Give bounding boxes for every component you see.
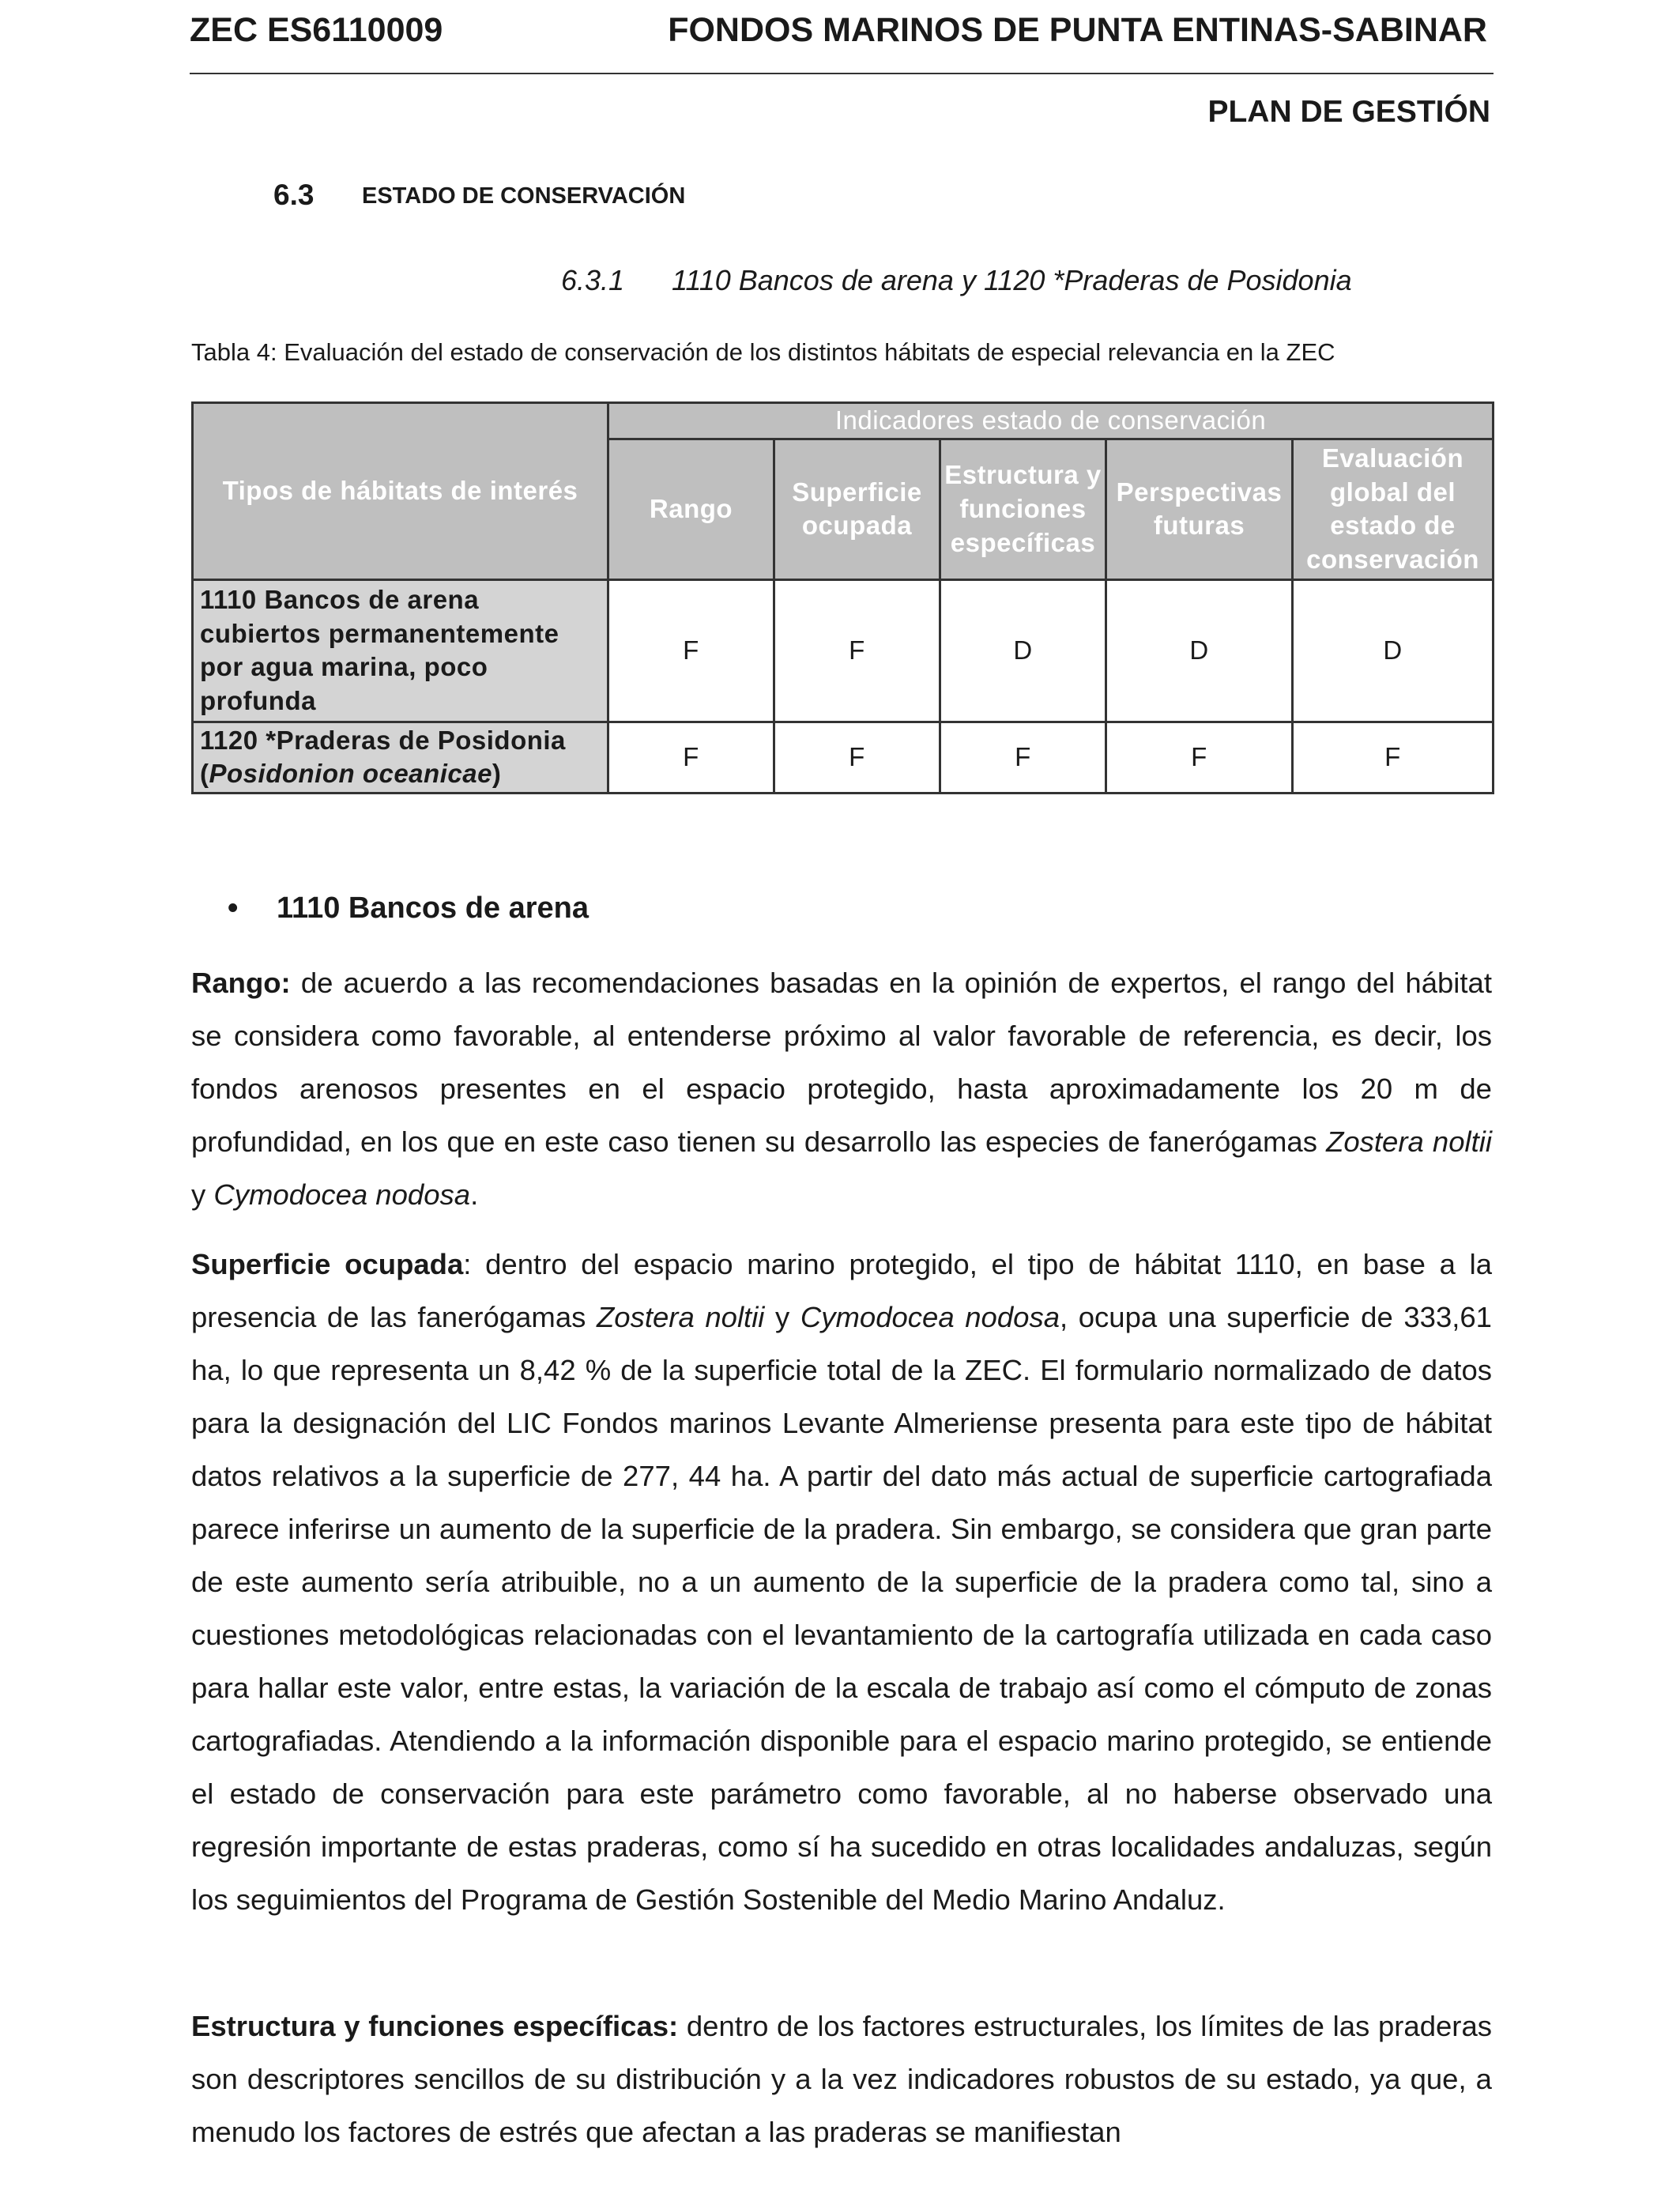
table-caption: Tabla 4: Evaluación del estado de conservación de los distintos hábitats de especial relevancia en la ZEC xyxy=(191,338,1335,366)
value-cell: D xyxy=(1106,579,1293,722)
table-row xyxy=(193,722,1494,793)
paragraph-superficie xyxy=(191,1238,1492,1926)
section-title: ESTADO DE CONSERVACIÓN xyxy=(362,183,686,209)
habitat-latin-name: Posidonion oceanicae xyxy=(209,759,492,789)
column-header: Rango xyxy=(608,439,774,579)
table-row xyxy=(193,579,1494,722)
bullet-heading xyxy=(228,892,590,925)
conservation-table xyxy=(191,401,1494,794)
paragraph-text: , ocupa una superficie de 333,61 ha, lo que representa un 8,42 % de la superficie total de la ZEC. El formulario normalizado de datos para la designación del LIC Fondos marinos Levante Almeriense presenta para este tipo de hábitat datos relativos a la superficie de 277, 44 ha. A partir del dato más actual de superficie cartografiada parece inferirse un aumento de la superficie de la pradera. Sin embargo, se considera que gran parte de este aumento sería atribuible, no a un aumento de la superficie de la pradera como tal, sino a cuestiones metodológicas relacionadas con el levantamiento de la cartografía utilizada en cada caso para hallar este valor, entre estas, la variación de la escala de trabajo así como el cómputo de zonas cartografiadas. Atendiendo a la información disponible para el espacio marino protegido, se entiende el estado de conservación para este parámetro como favorable, al no haberse observado una regresión importante de estas praderas, como sí ha sucedido en otras localidades andaluzas, según los seguimientos del Programa de Gestión Sostenible del Medio Marino Andaluz. xyxy=(191,1301,1492,1916)
column-header: Superficie ocupada xyxy=(774,439,940,579)
conjunction: y xyxy=(764,1301,800,1333)
document-code: ZEC ES6110009 xyxy=(190,11,443,49)
paragraph-rango xyxy=(191,956,1492,1221)
habitat-text: 1120 *Praderas de Posidonia ( xyxy=(200,725,566,789)
conjunction: y xyxy=(191,1178,214,1211)
habitat-cell: 1110 Bancos de arena cubiertos permanentemente por agua marina, poco profunda xyxy=(193,579,608,722)
paragraph-text: : dentro del espacio marino protegido, el tipo de hábitat 1110, en base a la presencia de las fanerógamas xyxy=(191,1248,1492,1333)
page-header xyxy=(190,11,1494,74)
column-header: Perspectivas futuras xyxy=(1106,439,1293,579)
plan-label: PLAN DE GESTIÓN xyxy=(1207,95,1490,129)
species-name: Zostera noltii xyxy=(597,1301,765,1333)
subsection-number: 6.3.1 xyxy=(561,264,625,296)
paragraph-text: dentro de los factores estructurales, los límites de las praderas son descriptores sencillos de su distribución y a la vez indicadores robustos de su estado, ya que, a menudo los factores de estrés que afectan a las praderas se manifiestan xyxy=(191,2010,1492,2148)
species-name: Zostera noltii xyxy=(1326,1125,1492,1158)
value-cell: F xyxy=(1106,722,1293,793)
value-cell: F xyxy=(1293,722,1494,793)
species-name: Cymodocea nodosa xyxy=(800,1301,1060,1333)
column-header: Evaluación global del estado de conservación xyxy=(1293,439,1494,579)
habitat-cell xyxy=(193,722,608,793)
habitat-header: Tipos de hábitats de interés xyxy=(193,403,608,580)
value-cell: F xyxy=(608,722,774,793)
value-cell: D xyxy=(1293,579,1494,722)
paragraph-estructura xyxy=(191,2000,1492,2158)
value-cell: F xyxy=(774,722,940,793)
paragraph-label: Superficie ocupada xyxy=(191,1248,464,1280)
section-number: 6.3 xyxy=(273,179,315,211)
paragraph-end: . xyxy=(470,1178,479,1211)
value-cell: D xyxy=(940,579,1106,722)
bullet-text: 1110 Bancos de arena xyxy=(277,892,590,925)
bullet-icon: • xyxy=(228,892,239,925)
species-name: Cymodocea nodosa xyxy=(213,1178,471,1211)
value-cell: F xyxy=(608,579,774,722)
paragraph-label: Estructura y funciones específicas: xyxy=(191,2010,679,2042)
habitat-text-end: ) xyxy=(492,759,502,789)
paragraph-label: Rango: xyxy=(191,967,291,999)
column-header: Estructura y funciones específicas xyxy=(940,439,1106,579)
value-cell: F xyxy=(774,579,940,722)
value-cell: F xyxy=(940,722,1106,793)
indicators-header: Indicadores estado de conservación xyxy=(608,403,1494,439)
document-title: FONDOS MARINOS DE PUNTA ENTINAS-SABINAR xyxy=(668,11,1487,49)
subsection-title: 1110 Bancos de arena y 1120 *Praderas de Posidonia xyxy=(672,264,1352,296)
paragraph-text: de acuerdo a las recomendaciones basadas en la opinión de expertos, el rango del hábitat se considera como favorable, al entenderse próximo al valor favorable de referencia, es decir, los fondos arenosos presentes en el espacio protegido, hasta aproximadamente los 20 m de profundidad, en los que en este caso tienen su desarrollo las especies de fanerógamas xyxy=(191,967,1492,1158)
subsection-heading xyxy=(561,264,1352,297)
